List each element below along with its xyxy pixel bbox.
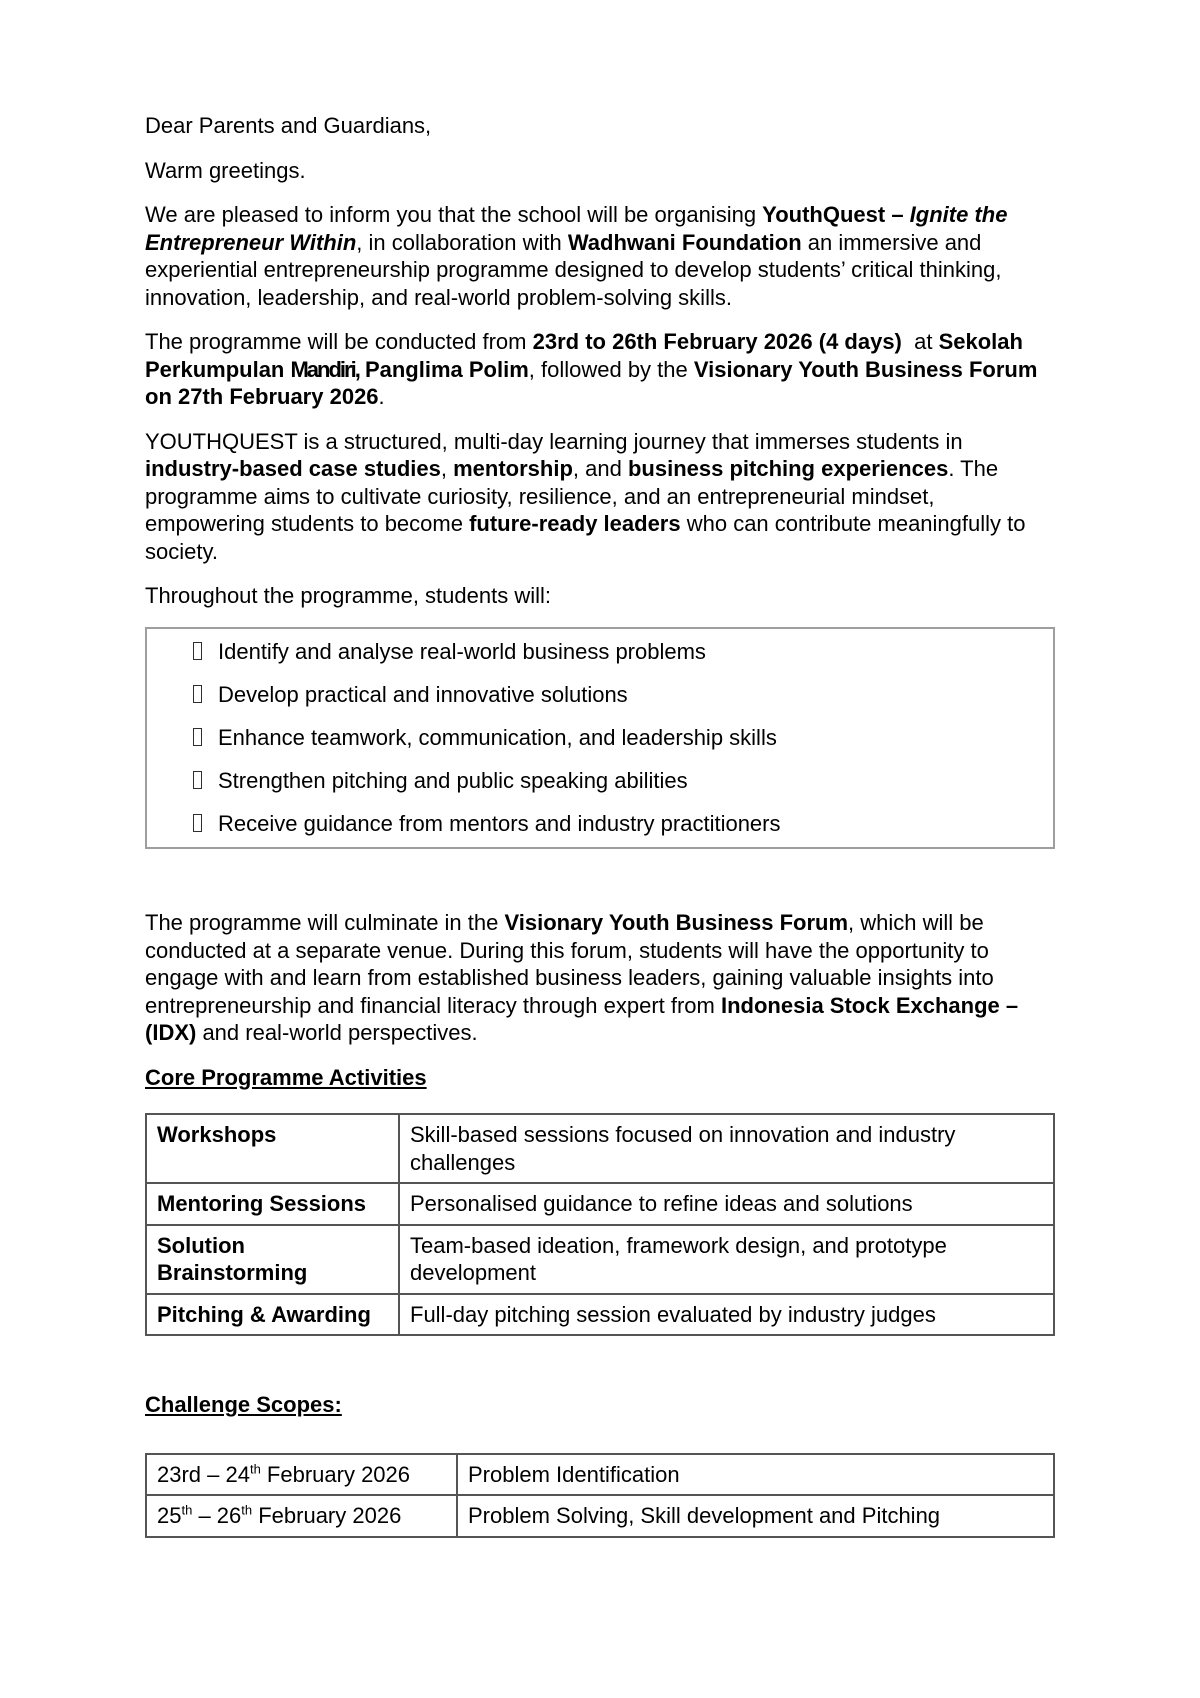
salutation-paragraph: [145, 112, 1055, 140]
bullet-text: Enhance teamwork, communication, and leadership skills: [218, 724, 777, 750]
text-run: business pitching experiences: [627, 456, 949, 481]
text-run: Panglima Polim: [358, 356, 529, 382]
activity-label-cell: Solution Brainstorming: [146, 1225, 399, 1294]
bullet-item: [147, 724, 1053, 752]
leadin-paragraph: [145, 582, 1055, 610]
scope-date-cell: [146, 1454, 457, 1496]
intro-paragraph: [145, 201, 1055, 311]
bullet-text: Strengthen pitching and public speaking abilities: [218, 767, 688, 793]
bullet-text: Identify and analyse real-world business problems: [218, 638, 706, 664]
table-row: [146, 1294, 1054, 1336]
text-run: Throughout the programme, students will:: [145, 583, 551, 608]
text-run: and real-world perspectives.: [196, 1020, 478, 1045]
scope-date-cell: [146, 1495, 457, 1537]
text-run: We are pleased to inform you that the school will be organising: [145, 202, 763, 227]
text-run: mentorship: [453, 456, 573, 481]
text-run: Sekolah Perkumpulan: [145, 329, 1023, 382]
table-row: [146, 1225, 1054, 1294]
core-activities-table: [145, 1113, 1055, 1336]
text-run: Visionary Youth Business Forum on 27th February 2026: [145, 356, 1038, 409]
text-run: Indonesia Stock Exchange – (IDX): [145, 992, 1019, 1045]
bullet-box: [145, 627, 1055, 850]
missing-glyph-bullet-icon: [193, 814, 202, 832]
text-run: who can contribute meaningfully to society.: [145, 511, 1026, 564]
text-run: Warm greetings.: [145, 157, 306, 183]
table-row: [146, 1114, 1054, 1183]
activity-desc-cell: Team-based ideation, framework design, and prototype development: [399, 1225, 1054, 1294]
scope-activity-cell: Problem Identification: [457, 1454, 1054, 1496]
text-run: . The programme aims to cultivate curiosity, resilience, and an entrepreneurial mindset, empowering students to become: [145, 456, 999, 536]
bullet-item: [147, 767, 1053, 795]
table-row: [146, 1495, 1054, 1537]
text-run: Dear Parents and Guardians,: [145, 113, 432, 138]
about-paragraph: [145, 428, 1055, 566]
text-run: February 2026: [260, 1461, 411, 1487]
text-run: industry-based case studies: [145, 456, 441, 481]
text-run: Wadhwani Foundation: [567, 229, 802, 255]
activity-label-cell: Mentoring Sessions: [146, 1183, 399, 1225]
forum-paragraph: [145, 909, 1055, 1047]
text-run: at: [901, 329, 939, 354]
text-run: , in collaboration with: [356, 229, 568, 255]
text-run: Ignite the Entrepreneur Within: [145, 202, 1008, 255]
text-run: an immersive and experiential entrepreneurship programme designed to develop students’ critical thinking, innovation, leadership, and real-world problem-solving skills.: [145, 229, 1002, 310]
text-run: YouthQuest –: [762, 202, 910, 227]
activity-label-cell: Workshops: [146, 1114, 399, 1183]
challenge-scopes-table: [145, 1453, 1055, 1538]
bullet-list: [147, 638, 1053, 838]
bullet-item: [147, 681, 1053, 709]
core-activities-heading: Core Programme Activities: [145, 1064, 427, 1090]
text-run: , followed by the: [528, 356, 694, 382]
table-row: [146, 1183, 1054, 1225]
bullet-text: Receive guidance from mentors and industry practitioners: [218, 810, 781, 836]
text-run: February 2026: [252, 1503, 402, 1528]
text-run: th: [241, 1502, 253, 1518]
text-run: Mandiri,: [290, 356, 359, 382]
challenge-scopes-heading: Challenge Scopes:: [145, 1392, 342, 1417]
text-run: YOUTHQUEST is a structured, multi-day learning journey that immerses students in: [145, 428, 963, 454]
schedule-paragraph: [145, 328, 1055, 411]
scope-activity-cell: Problem Solving, Skill development and Pitching: [457, 1495, 1054, 1537]
missing-glyph-bullet-icon: [193, 685, 202, 703]
text-run: th: [181, 1502, 193, 1518]
text-run: ,: [440, 456, 454, 481]
bullet-item: [147, 638, 1053, 666]
table-row: [146, 1454, 1054, 1496]
text-run: future-ready leaders: [469, 511, 681, 536]
text-run: .: [378, 384, 385, 409]
text-run: 23rd – 24: [157, 1461, 250, 1487]
text-run: 23rd to 26th February 2026 (4 days): [532, 329, 902, 354]
greeting-paragraph: [145, 157, 1055, 185]
bullet-item: [147, 810, 1053, 838]
missing-glyph-bullet-icon: [193, 642, 202, 660]
text-run: 25: [157, 1503, 182, 1528]
text-run: – 26: [192, 1503, 242, 1528]
activity-desc-cell: Personalised guidance to refine ideas and solutions: [399, 1183, 1054, 1225]
activity-desc-cell: Full-day pitching session evaluated by industry judges: [399, 1294, 1054, 1336]
text-run: , which will be conducted at a separate venue. During this forum, students will have the opportunity to engage with and learn from established business leaders, gaining valuable insights into entrepreneurship and financial literacy through expert from: [145, 910, 994, 1018]
bullet-text: Develop practical and innovative solutions: [218, 681, 628, 707]
text-run: , and: [572, 456, 628, 481]
text-run: The programme will be conducted from: [145, 329, 533, 354]
activity-desc-cell: Skill-based sessions focused on innovation and industry challenges: [399, 1114, 1054, 1183]
text-run: Visionary Youth Business Forum: [504, 910, 849, 935]
missing-glyph-bullet-icon: [193, 728, 202, 746]
missing-glyph-bullet-icon: [193, 771, 202, 789]
text-run: th: [249, 1461, 261, 1477]
activity-label-cell: Pitching & Awarding: [146, 1294, 399, 1336]
text-run: The programme will culminate in the: [145, 910, 505, 935]
